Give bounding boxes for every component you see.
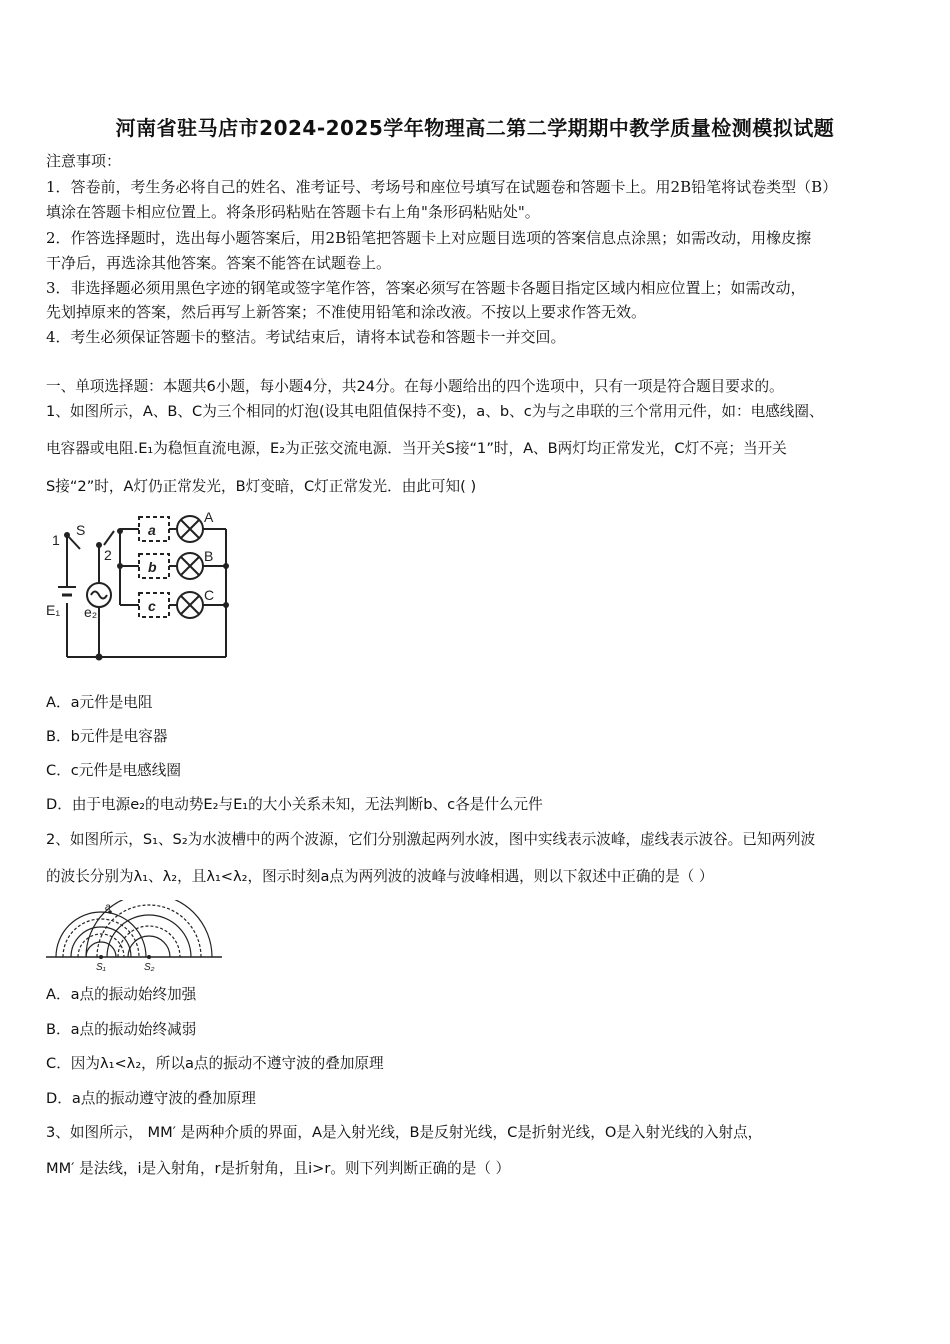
q1-label-e1: E₁ [46, 602, 61, 618]
q3-stem: 3、如图所示， MM′ 是两种介质的界面，A是入射光线，B是反射光线，C是折射光线，O是入射光线的入射点， [46, 1124, 763, 1141]
q1-option-b: B．b元件是电容器 [46, 728, 168, 745]
notice-heading: 注意事项： [46, 152, 122, 170]
q1-label-e2: e₂ [84, 604, 98, 620]
q1-option-c: C．c元件是电感线圈 [46, 762, 181, 779]
q1-label-lamp-c: C [204, 587, 215, 603]
q1-label-2: 2 [104, 547, 112, 563]
q2-stem: 的波长分别为λ₁、λ₂，且λ₁<λ₂，图示时刻a点为两列波的波峰与波峰相遇，则以下叙述中正确的是（ ） [46, 868, 714, 885]
q1-label-a: a [148, 522, 156, 538]
notice-line: 先划掉原来的答案，然后再写上新答案；不准使用铅笔和涂改液。不按以上要求作答无效。 [46, 303, 647, 321]
q1-label-s: S [76, 522, 86, 538]
notice-line: 干净后，再选涂其他答案。答案不能答在试题卷上。 [46, 254, 392, 272]
q1-option-d: D．由于电源e₂的电动势E₂与E₁的大小关系未知，无法判断b、c各是什么元件 [46, 796, 543, 813]
notice-line: 填涂在答题卡相应位置上。将条形码粘贴在答题卡右上角"条形码粘贴处"。 [46, 203, 540, 221]
q2-label-s2: S₂ [144, 962, 155, 973]
q1-circuit-figure [44, 505, 234, 665]
notice-line: 1．答卷前，考生务必将自己的姓名、准考证号、考场号和座位号填写在试题卷和答题卡上。用2B铅笔将试卷类型（B） [46, 178, 838, 196]
q1-label-lamp-b: B [204, 548, 214, 564]
q1-label-b: b [148, 559, 157, 575]
q2-option-c: C．因为λ₁<λ₂，所以a点的振动不遵守波的叠加原理 [46, 1055, 384, 1072]
q1-stem: 电容器或电阻.E₁为稳恒直流电源，E₂为正弦交流电源．当开关S接“1”时，A、B两灯均正常发光，C灯不亮；当开关 [46, 440, 787, 457]
notice-line: 2．作答选择题时，选出每小题答案后，用2B铅笔把答题卡上对应题目选项的答案信息点涂黑；如需改动，用橡皮擦 [46, 229, 812, 247]
q1-stem: S接“2”时，A灯仍正常发光，B灯变暗，C灯正常发光．由此可知( ) [46, 478, 477, 495]
q2-stem: 2、如图所示，S₁、S₂为水波槽中的两个波源，它们分别激起两列水波，图中实线表示波峰，虚线表示波谷。已知两列波 [46, 831, 816, 848]
q2-label-s1: S₁ [96, 962, 106, 973]
q1-option-a: A．a元件是电阻 [46, 694, 153, 711]
q2-wave-figure [44, 900, 224, 975]
q3-stem: MM′ 是法线，i是入射角，r是折射角，且i>r。则下列判断正确的是（ ） [46, 1160, 511, 1177]
q1-label-1: 1 [52, 532, 60, 548]
q2-option-a: A．a点的振动始终加强 [46, 986, 197, 1003]
notice-line: 4．考生必须保证答题卡的整洁。考试结束后，请将本试卷和答题卡一并交回。 [46, 328, 566, 346]
q2-option-d: D．a点的振动遵守波的叠加原理 [46, 1090, 256, 1107]
q1-stem: 1、如图所示，A、B、C为三个相同的灯泡(设其电阻值保持不变)，a、b、c为与之串联的三个常用元件，如：电感线圈、 [46, 403, 824, 420]
page-title: 河南省驻马店市2024-2025学年物理高二第二学期期中教学质量检测模拟试题 [115, 116, 835, 140]
section-heading: 一、单项选择题：本题共6小题，每小题4分，共24分。在每小题给出的四个选项中，只有一项是符合题目要求的。 [46, 378, 784, 395]
q2-option-b: B．a点的振动始终减弱 [46, 1021, 197, 1038]
q1-label-c: c [148, 598, 156, 614]
q2-label-a: a [105, 902, 111, 913]
q1-label-lamp-a: A [204, 509, 214, 525]
notice-line: 3．非选择题必须用黑色字迹的钢笔或签字笔作答，答案必须写在答题卡各题目指定区域内相应位置上；如需改动， [46, 279, 806, 297]
